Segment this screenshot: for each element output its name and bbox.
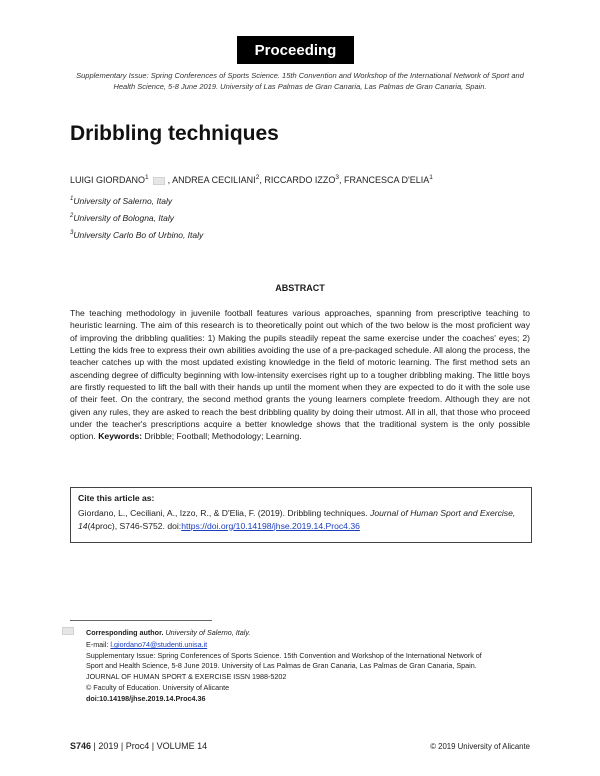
citation-heading: Cite this article as: [78, 493, 155, 503]
affiliation-text: University Carlo Bo of Urbino, Italy [73, 230, 204, 240]
abstract-text: The teaching methodology in juvenile football features various approaches, spanning from prescriptive teaching to heuristic learning. The aim of this research is to theoretically point out which of the two below is the most proficient way of improving the dribbling qualities: 1) Making the pupils steadily repeat the same exercise under the coaches' eyes; 2) Letting the kids free to express their own abilities avoiding the use of a pre-packaged schedule. All along the process, the teacher catches up with the most updated existing knowledge in the field of motoric learning. The first method sets an ascending degree of difficulty beginning with low-intensity exercises right up to a tougher dribbling making. The little boys are firstly requested to lift the ball with their hands up until the moment when they are expected to do it with the sole use of their feet. On the contrary, the second method grants the young learners complete freedom. Although they are not given any rules, they are asked to reach the best dribbling quality by doing their utmost. All in all, that those who proceed under the teacher's prescriptions acquire a better knowledge shows that the traditional system is the only possible option. [70, 308, 530, 442]
citation-text [78, 507, 523, 532]
email-icon[interactable] [62, 627, 74, 635]
footnote-supplementary-2: Sport and Health Science, 5-8 June 2019. University of Las Palmas de Gran Canaria, Las Palmas de Gran Canaria, Spain. [86, 661, 477, 670]
author-affiliation-mark: 1 [429, 174, 433, 181]
citation-authors: Giordano, L., Ceciliani, A., Izzo, R., & D'Elia, F. (2019). Dribbling techniques. [78, 508, 371, 518]
corresponding-author-affiliation: University of Salerno, Italy. [165, 628, 251, 637]
abstract-body: The teaching methodology in juvenile football features various approaches, spanning from prescriptive teaching to heuristic learning. The aim of this research is to theoretically point out which of the two below is the most proficient way of improving the dribbling qualities: 1) Making the pupils steadily repeat the same exercise under the coaches' eyes; 2) Letting the kids free to express their own abilities avoiding the use of a pre-packaged schedule. All along the process, the teacher catches up with the most updated existing knowledge in the field of motoric learning. The first method sets an ascending degree of difficulty beginning with low-intensity exercises right up to a tougher dribbling making. The little boys are firstly requested to lift the ball with their hands up until the moment when they are expected to do it with the sole use of their feet. On the contrary, the second method grants the young learners complete freedom. Although they are not given any rules, they are asked to reach the best dribbling quality by doing their utmost. All in all, that those who proceed under the teacher's prescriptions acquire a better knowledge shows that the traditional system is the only possible option. Keywords: Dribble; Football; Methodology; Learning. [70, 308, 530, 442]
email-link[interactable]: l.giordano74@studenti.unisa.it [110, 640, 208, 649]
corresponding-author-label: Corresponding author. [86, 628, 164, 637]
affiliation-text: University of Salerno, Italy [73, 196, 173, 206]
footer-copyright: © 2019 University of Alicante [430, 742, 530, 751]
author-affiliation-mark: 1 [145, 174, 149, 181]
email-label: E-mail: [86, 640, 111, 649]
article-title: Dribbling techniques [70, 122, 279, 145]
supplementary-issue-note: Supplementary Issue: Spring Conferences of Sports Science. 15th Convention and Workshop of the International Network of Sport and Health Science, 5-8 June 2019. University of Las Palmas de Gran Canaria, Las Palmas de Gran Canaria, Spain. [76, 71, 524, 91]
keywords-label: Keywords [98, 431, 140, 442]
affiliation-mark: 1 [70, 196, 74, 203]
affiliation-mark: 2 [70, 213, 74, 220]
email-icon[interactable] [153, 177, 165, 185]
footnote-divider [70, 620, 212, 621]
affiliation-text: University of Bologna, Italy [73, 213, 174, 223]
email-line [86, 640, 546, 649]
faculty-copyright: © Faculty of Education. University of Alicante [86, 683, 230, 692]
citation-doi-link[interactable]: https://doi.org/10.14198/jhse.2019.14.Proc4.36 [181, 520, 360, 531]
journal-issn: JOURNAL OF HUMAN SPORT & EXERCISE ISSN 1988-5202 [86, 672, 287, 681]
citation-journal: Journal of Human Sport and Exercise, 14 [78, 508, 516, 531]
corresponding-author [86, 628, 546, 637]
author-affiliation-mark: 3 [335, 174, 339, 181]
affiliation-mark: 3 [70, 230, 74, 237]
issue-info: | 2019 | Proc4 | VOLUME 14 [91, 741, 208, 751]
abstract-heading: ABSTRACT [275, 283, 325, 293]
author-name: ANDREA CECILIANI [172, 175, 256, 185]
citation-box [70, 487, 532, 543]
affiliation [70, 230, 203, 240]
author-affiliation-mark: 2 [255, 174, 260, 181]
affiliation [70, 213, 174, 223]
keywords-list: Dribble; Football; Methodology; Learning. [144, 431, 302, 442]
page-number: S746 [70, 741, 92, 751]
author-name: FRANCESCA D'ELIA [343, 175, 430, 185]
author-name: RICCARDO IZZO [264, 175, 336, 185]
citation-issue-pages: (4proc), S746-S752. doi: [87, 520, 182, 531]
doi-line: doi:10.14198/jhse.2019.14.Proc4.36 [86, 694, 206, 703]
affiliation [70, 196, 172, 206]
page-footer-info [70, 741, 207, 751]
section-tag: Proceeding [237, 36, 354, 64]
author-name: LUIGI GIORDANO [70, 175, 146, 185]
footnote-supplementary-1: Supplementary Issue: Spring Conferences of Sports Science. 15th Convention and Workshop of the International Network of [86, 651, 482, 660]
author-list: LUIGI GIORDANO$^1$ , ANDREA CECILIANI$^2$, RICCARDO IZZO$^3$, FRANCESCA D'ELIA$^1$ [70, 174, 433, 185]
